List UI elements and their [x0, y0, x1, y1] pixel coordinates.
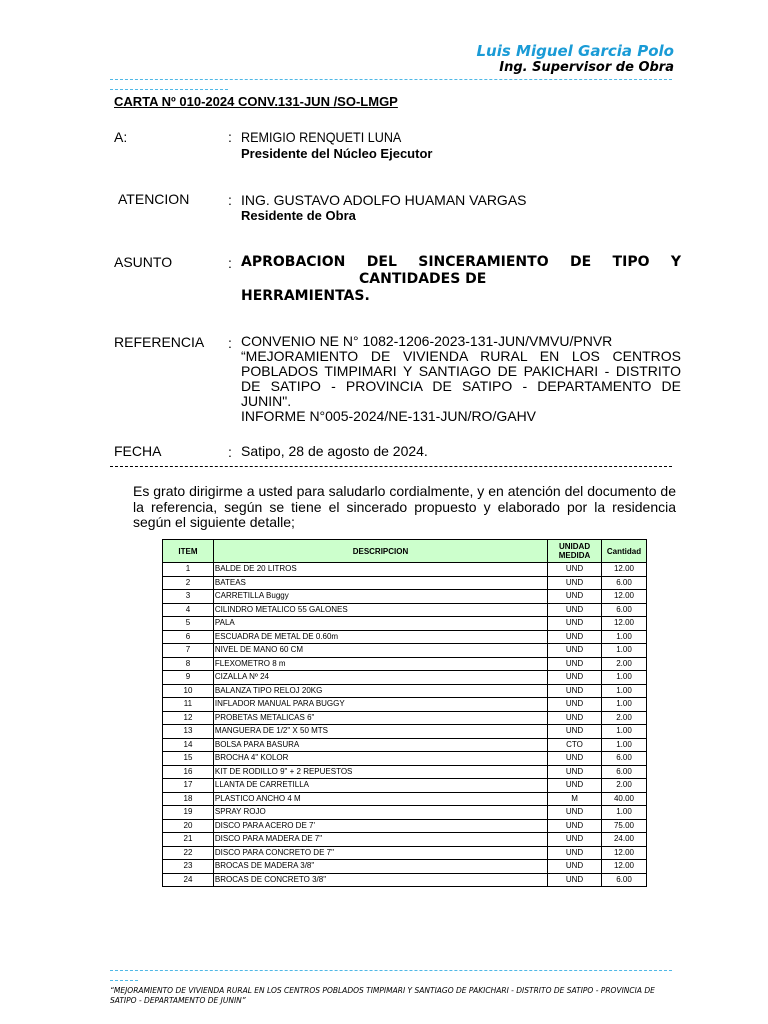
- quantity-cell: 40.00: [602, 792, 647, 806]
- attention-label: ATENCION: [118, 191, 190, 207]
- description-cell: CARRETILLA Buggy: [213, 590, 547, 604]
- quantity-cell: 1.00: [602, 644, 647, 658]
- description-cell: CIZALLA Nº 24: [213, 671, 547, 685]
- item-cell: 18: [163, 792, 214, 806]
- reference-report: INFORME N°005-2024/NE-131-JUN/RO/GAHV: [241, 408, 537, 424]
- table-row: [163, 671, 647, 685]
- quantity-cell: 1.00: [602, 684, 647, 698]
- unit-cell: UND: [548, 779, 602, 793]
- to-title: Presidente del Núcleo Ejecutor: [241, 146, 433, 161]
- quantity-cell: 1.00: [602, 698, 647, 712]
- description-cell: PROBETAS METALICAS 6": [213, 711, 547, 725]
- section-divider: [110, 466, 672, 467]
- table-row: [163, 846, 647, 860]
- description-cell: DISCO PARA MADERA DE 7": [213, 833, 547, 847]
- unit-cell: UND: [548, 765, 602, 779]
- unit-cell: UND: [548, 603, 602, 617]
- header-description: DESCRIPCION: [213, 540, 547, 563]
- table-row: [163, 617, 647, 631]
- footer-text: “MEJORAMIENTO DE VIVIENDA RURAL EN LOS CENTROS POBLADOS TIMPIMARI Y SANTIAGO DE PAKICHARI - DISTRITO DE SATIPO - PROVINCIA DE SATIPO - DEPARTAMENTO DE JUNIN”: [110, 986, 655, 1005]
- subject-colon: :: [228, 255, 232, 271]
- quantity-cell: 12.00: [602, 563, 647, 577]
- description-cell: BROCAS DE MADERA 3/8": [213, 860, 547, 874]
- table-row: [163, 752, 647, 766]
- description-cell: LLANTA DE CARRETILLA: [213, 779, 547, 793]
- unit-cell: UND: [548, 657, 602, 671]
- table-row: [163, 873, 647, 887]
- table-row: [163, 644, 647, 658]
- description-cell: CILINDRO METALICO 55 GALONES: [213, 603, 547, 617]
- item-cell: 11: [163, 698, 214, 712]
- header-divider-short: [110, 89, 228, 90]
- table-row: [163, 630, 647, 644]
- quantity-cell: 1.00: [602, 630, 647, 644]
- item-cell: 8: [163, 657, 214, 671]
- table-body: [163, 563, 647, 887]
- unit-cell: UND: [548, 698, 602, 712]
- quantity-cell: 12.00: [602, 617, 647, 631]
- quantity-cell: 1.00: [602, 671, 647, 685]
- subject-line-2: CANTIDADES DE: [359, 271, 487, 287]
- date-label: FECHA: [114, 443, 162, 459]
- quantity-cell: 1.00: [602, 725, 647, 739]
- quantity-cell: 2.00: [602, 779, 647, 793]
- attention-colon: :: [228, 192, 232, 208]
- subject-line-3: HERRAMIENTAS.: [241, 288, 370, 304]
- item-cell: 16: [163, 765, 214, 779]
- description-cell: BALDE DE 20 LITROS: [213, 563, 547, 577]
- table-row: [163, 765, 647, 779]
- unit-cell: UND: [548, 873, 602, 887]
- description-cell: DISCO PARA ACERO DE 7': [213, 819, 547, 833]
- subject-text: [241, 254, 681, 305]
- tools-table: [162, 539, 647, 887]
- item-cell: 4: [163, 603, 214, 617]
- date-colon: :: [228, 444, 232, 460]
- unit-cell: UND: [548, 725, 602, 739]
- to-label: A:: [114, 129, 128, 145]
- description-cell: MANGUERA DE 1/2" X 50 MTS: [213, 725, 547, 739]
- table-row: [163, 698, 647, 712]
- unit-cell: CTO: [548, 738, 602, 752]
- item-cell: 19: [163, 806, 214, 820]
- description-cell: BROCHA 4" KOLOR: [213, 752, 547, 766]
- description-cell: BALANZA TIPO RELOJ 20KG: [213, 684, 547, 698]
- table-row: [163, 806, 647, 820]
- letter-title: CARTA Nº 010-2024 CONV.131-JUN /SO-LMGP: [114, 94, 398, 109]
- unit-cell: UND: [548, 563, 602, 577]
- table-row: [163, 711, 647, 725]
- reference-text: [241, 334, 681, 424]
- description-cell: DISCO PARA CONCRETO DE 7": [213, 846, 547, 860]
- item-cell: 12: [163, 711, 214, 725]
- description-cell: NIVEL DE MANO 60 CM: [213, 644, 547, 658]
- subject-line-1: APROBACION DEL SINCERAMIENTO DE TIPO Y: [241, 254, 681, 270]
- item-cell: 7: [163, 644, 214, 658]
- table-row: [163, 792, 647, 806]
- quantity-cell: 24.00: [602, 833, 647, 847]
- unit-cell: UND: [548, 590, 602, 604]
- footer-divider: [110, 970, 672, 971]
- item-cell: 2: [163, 576, 214, 590]
- quantity-cell: 1.00: [602, 806, 647, 820]
- item-cell: 22: [163, 846, 214, 860]
- quantity-cell: 1.00: [602, 738, 647, 752]
- unit-cell: UND: [548, 576, 602, 590]
- description-cell: BATEAS: [213, 576, 547, 590]
- description-cell: INFLADOR MANUAL PARA BUGGY: [213, 698, 547, 712]
- description-cell: BOLSA PARA BASURA: [213, 738, 547, 752]
- quantity-cell: 6.00: [602, 603, 647, 617]
- description-cell: BROCAS DE CONCRETO 3/8": [213, 873, 547, 887]
- quantity-cell: 12.00: [602, 860, 647, 874]
- item-cell: 24: [163, 873, 214, 887]
- quantity-cell: 2.00: [602, 657, 647, 671]
- unit-cell: UND: [548, 630, 602, 644]
- item-cell: 17: [163, 779, 214, 793]
- table-row: [163, 725, 647, 739]
- table-header-row: [163, 540, 647, 563]
- footer-divider-short: [110, 980, 138, 981]
- unit-cell: M: [548, 792, 602, 806]
- quantity-cell: 12.00: [602, 590, 647, 604]
- header-divider: [110, 79, 672, 80]
- quantity-cell: 6.00: [602, 765, 647, 779]
- table-row: [163, 590, 647, 604]
- unit-cell: UND: [548, 833, 602, 847]
- unit-cell: UND: [548, 644, 602, 658]
- supervisor-role: Ing. Supervisor de Obra: [499, 60, 674, 75]
- item-cell: 10: [163, 684, 214, 698]
- to-name: REMIGIO RENQUETI LUNA: [241, 129, 402, 145]
- attention-title: Residente de Obra: [241, 208, 356, 223]
- table-row: [163, 738, 647, 752]
- intro-paragraph: Es grato dirigirme a usted para saludarlo cordialmente, y en atención del documento de la referencia, según se tiene el sincerado propuesto y elaborado por la residencia según el siguiente detalle;: [133, 483, 676, 530]
- unit-cell: UND: [548, 617, 602, 631]
- item-cell: 20: [163, 819, 214, 833]
- description-cell: KIT DE RODILLO 9" + 2 REPUESTOS: [213, 765, 547, 779]
- item-cell: 1: [163, 563, 214, 577]
- reference-label: REFERENCIA: [114, 334, 205, 350]
- table-row: [163, 563, 647, 577]
- table-row: [163, 576, 647, 590]
- quantity-cell: 6.00: [602, 576, 647, 590]
- description-cell: SPRAY ROJO: [213, 806, 547, 820]
- quantity-cell: 6.00: [602, 752, 647, 766]
- reference-project: “MEJORAMIENTO DE VIVIENDA RURAL EN LOS CENTROS POBLADOS TIMPIMARI Y SANTIAGO DE PAKICHARI - DISTRITO DE SATIPO - PROVINCIA DE SATIPO - DEPARTAMENTO DE JUNIN".: [241, 348, 681, 409]
- unit-cell: UND: [548, 711, 602, 725]
- unit-cell: UND: [548, 752, 602, 766]
- quantity-cell: 12.00: [602, 846, 647, 860]
- description-cell: FLEXOMETRO 8 m: [213, 657, 547, 671]
- unit-cell: UND: [548, 806, 602, 820]
- unit-cell: UND: [548, 671, 602, 685]
- item-cell: 15: [163, 752, 214, 766]
- supervisor-name: Luis Miguel Garcia Polo: [476, 42, 674, 60]
- header-unit: UNIDAD MEDIDA: [548, 540, 602, 563]
- attention-name: ING. GUSTAVO ADOLFO HUAMAN VARGAS: [241, 192, 527, 208]
- header-quantity: Cantidad: [602, 540, 647, 563]
- table-row: [163, 779, 647, 793]
- item-cell: 9: [163, 671, 214, 685]
- quantity-cell: 6.00: [602, 873, 647, 887]
- unit-cell: UND: [548, 860, 602, 874]
- description-cell: PALA: [213, 617, 547, 631]
- quantity-cell: 2.00: [602, 711, 647, 725]
- table-row: [163, 684, 647, 698]
- item-cell: 5: [163, 617, 214, 631]
- date-value: Satipo, 28 de agosto de 2024.: [241, 443, 428, 459]
- table-row: [163, 833, 647, 847]
- unit-cell: UND: [548, 684, 602, 698]
- item-cell: 23: [163, 860, 214, 874]
- unit-cell: UND: [548, 819, 602, 833]
- unit-cell: UND: [548, 846, 602, 860]
- reference-colon: :: [228, 335, 232, 351]
- table-row: [163, 657, 647, 671]
- reference-agreement: CONVENIO NE N° 1082-1206-2023-131-JUN/VMVU/PNVR: [241, 333, 613, 349]
- table-row: [163, 819, 647, 833]
- item-cell: 14: [163, 738, 214, 752]
- item-cell: 3: [163, 590, 214, 604]
- to-colon: :: [228, 129, 232, 145]
- item-cell: 21: [163, 833, 214, 847]
- subject-label: ASUNTO: [114, 254, 173, 270]
- description-cell: ESCUADRA DE METAL DE 0.60m: [213, 630, 547, 644]
- item-cell: 6: [163, 630, 214, 644]
- header-item: ITEM: [163, 540, 214, 563]
- table-row: [163, 860, 647, 874]
- quantity-cell: 75.00: [602, 819, 647, 833]
- description-cell: PLASTICO ANCHO 4 M: [213, 792, 547, 806]
- item-cell: 13: [163, 725, 214, 739]
- table-row: [163, 603, 647, 617]
